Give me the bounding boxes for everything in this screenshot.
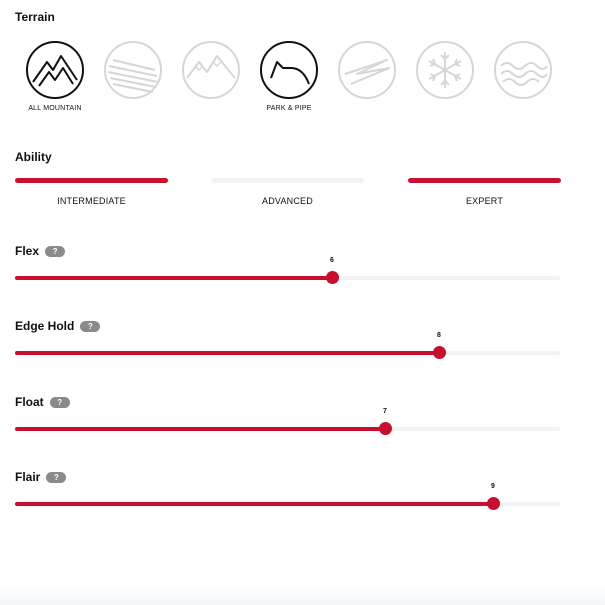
flair-label: Flair xyxy=(15,470,41,484)
float-title xyxy=(15,395,70,409)
ability-label-intermediate: INTERMEDIATE xyxy=(57,196,126,206)
mountain-peaks-icon xyxy=(25,40,85,100)
terrain-label xyxy=(94,105,172,114)
terrain-label: ALL MOUNTAIN xyxy=(28,105,82,112)
edge-hold-label: Edge Hold xyxy=(15,319,75,333)
terrain-label: PARK & PIPE xyxy=(266,105,312,112)
slider-thumb[interactable] xyxy=(326,271,339,284)
edge-hold-help-badge[interactable]: ? xyxy=(80,321,100,332)
float-slider[interactable] xyxy=(15,408,560,436)
flair-help-badge[interactable]: ? xyxy=(46,472,66,483)
park-pipe-icon xyxy=(259,40,319,100)
ability-title: Ability xyxy=(15,150,52,164)
slider-fill xyxy=(15,351,439,355)
slider-fill xyxy=(15,502,493,506)
waves-icon xyxy=(493,40,553,100)
terrain-label xyxy=(172,105,250,114)
ability-bar-advanced[interactable] xyxy=(211,178,364,183)
terrain-label xyxy=(406,105,484,114)
flex-title xyxy=(15,244,65,258)
mountain-range-icon xyxy=(181,40,241,100)
slider-fill xyxy=(15,276,332,280)
terrain-title: Terrain xyxy=(15,10,55,24)
edge-hold-slider[interactable] xyxy=(15,332,560,360)
ability-label-expert: EXPERT xyxy=(465,196,504,206)
terrain-option-6[interactable] xyxy=(406,40,484,114)
terrain-option-7[interactable] xyxy=(484,40,562,114)
ability-bar-expert[interactable] xyxy=(408,178,561,183)
terrain-label xyxy=(484,105,562,114)
slider-fill xyxy=(15,427,385,431)
slider-thumb[interactable] xyxy=(487,497,500,510)
float-label: Float xyxy=(15,395,44,409)
flair-title xyxy=(15,470,66,484)
slider-value: 9 xyxy=(491,483,495,490)
terrain-option-3[interactable] xyxy=(172,40,250,114)
terrain-option-5[interactable] xyxy=(328,40,406,114)
snowflake-icon xyxy=(415,40,475,100)
ability-bar-intermediate[interactable] xyxy=(15,178,168,183)
ability-label-advanced: ADVANCED xyxy=(262,196,313,206)
terrain-options xyxy=(16,40,576,120)
slider-value: 8 xyxy=(437,332,441,339)
slider-value: 6 xyxy=(330,257,334,264)
zigzag-slope-icon xyxy=(337,40,397,100)
terrain-all-mountain[interactable] xyxy=(16,40,94,114)
edge-hold-title xyxy=(15,319,100,333)
flex-help-badge[interactable]: ? xyxy=(45,246,65,257)
slider-thumb[interactable] xyxy=(379,422,392,435)
float-help-badge[interactable]: ? xyxy=(50,397,70,408)
terrain-label xyxy=(328,105,406,114)
terrain-park-pipe[interactable] xyxy=(250,40,328,114)
bottom-fade xyxy=(0,585,605,605)
flex-label: Flex xyxy=(15,244,40,258)
lines-slope-icon xyxy=(103,40,163,100)
flex-slider[interactable] xyxy=(15,257,560,285)
slider-value: 7 xyxy=(383,408,387,415)
slider-thumb[interactable] xyxy=(433,346,446,359)
terrain-option-2[interactable] xyxy=(94,40,172,114)
flair-slider[interactable] xyxy=(15,483,560,511)
